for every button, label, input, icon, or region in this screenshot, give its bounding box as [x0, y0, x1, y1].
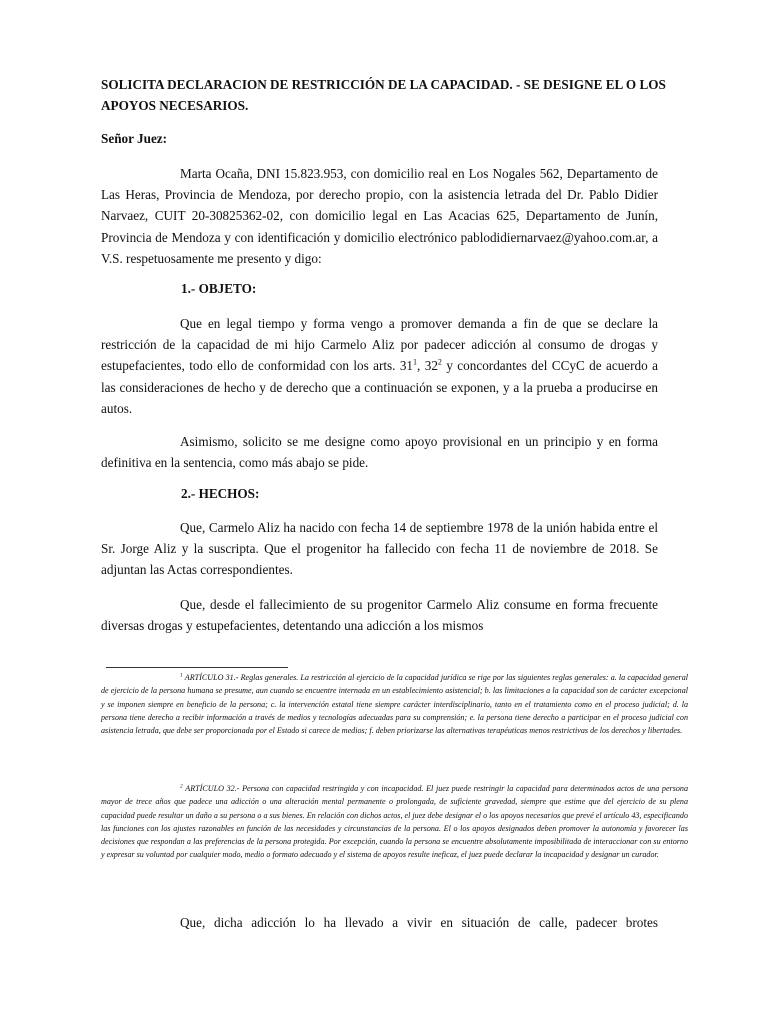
- footnote-1-marker: 1: [180, 672, 183, 679]
- footnote-ref-1[interactable]: 1: [413, 358, 418, 368]
- footnote-2: [101, 782, 688, 862]
- footnote-1-text: ARTÍCULO 31.- Reglas generales. La restricción al ejercicio de la capacidad jurídica se rige por las siguientes reglas generales: a. la capacidad general de ejercicio de la persona humana se presume, aun cuando se encuentre internada en un establecimiento asistencial; b. las limitaciones a la capacidad son de carácter excepcional y se imponen siempre en beneficio de la persona; c. la intervención estatal tiene siempre carácter interdisciplinario, tanto en el tratamiento como en el proceso judicial; d. la persona tiene derecho a recibir información a través de medios y tecnologías adecuadas para su comprensión; e. la persona tiene derecho a participar en el proceso judicial con asistencia letrada, que debe ser proporcionada por el Estado si carece de medios; f. deben priorizarse las alternativas terapéuticas menos restrictivas de los derechos y libertades.: [101, 673, 688, 736]
- footnote-2-text: ARTÍCULO 32.- Persona con capacidad restringida y con incapacidad. El juez puede restringir la capacidad para determinados actos de una persona mayor de trece años que padece una adicción o una alteración mental permanente o prolongada, de suficiente gravedad, siempre que estime que del ejercicio de su plena capacidad puede resultar un daño a su persona o a sus bienes. En relación con dichos actos, el juez debe designar el o los apoyos necesarios que prevé el artículo 43, especificando las funciones con los ajustes razonables en función de las necesidades y circunstancias de la persona. El o los apoyos designados deben promover la autonomía y favorecer las decisiones que respondan a las preferencias de la persona protegida. Por excepción, cuando la persona se encuentre absolutamente imposibilitada de interaccionar con su entorno y expresar su voluntad por cualquier modo, medio o formato adecuado y el sistema de apoyos resulte ineficaz, el juez puede declarar la incapacidad y designar un curador.: [101, 784, 688, 860]
- section-heading-hechos: 2.- HECHOS:: [181, 486, 260, 501]
- hechos-paragraph-3: Que, dicha adicción lo ha llevado a vivir en situación de calle, padecer brotes: [180, 915, 658, 930]
- footnote-2-marker: 2: [180, 783, 183, 790]
- hechos-paragraph-2: Que, desde el fallecimiento de su progenitor Carmelo Aliz consume en forma frecuente diversas drogas y estupefacientes, detentando una adicción a los mismos: [101, 597, 658, 634]
- intro-paragraph: Marta Ocaña, DNI 15.823.953, con domicilio real en Los Nogales 562, Departamento de Las Heras, Provincia de Mendoza, por derecho propio, con la asistencia letrada del Dr. Pablo Didier Narvaez, CUIT 20-30825362-02, con domicilio legal en Las Acacias 625, Departamento de Junín, Provincia de Mendoza y con identificación y domicilio electrónico pablodidiernarvaez@yahoo.com.ar, a V.S. respetuosamente me presento y digo:: [101, 166, 658, 266]
- section-heading-objeto: 1.- OBJETO:: [181, 281, 257, 296]
- objeto-paragraph-1: [101, 313, 658, 419]
- objeto-paragraph-2: Asimismo, solicito se me designe como apoyo provisional en un principio y en forma definitiva en la sentencia, como más abajo se pide.: [101, 434, 658, 471]
- footnote-ref-2[interactable]: 2: [437, 358, 442, 368]
- objeto-text-b: y concordantes del CCyC de acuerdo a las consideraciones de hecho y de derecho que a continuación se exponen, y a la prueba a producirse en autos.: [101, 358, 658, 416]
- hechos-paragraph-1: Que, Carmelo Aliz ha nacido con fecha 14 de septiembre 1978 de la unión habida entre el Sr. Jorge Aliz y la suscripta. Que el progenitor ha fallecido con fecha 11 de noviembre de 2018. Se adjuntan las Actas correspondientes.: [101, 520, 658, 578]
- footnote-1: [101, 671, 688, 737]
- objeto-text-a: Que en legal tiempo y forma vengo a promover demanda a fin de que se declare la restricción de la capacidad de mi hijo Carmelo Aliz por padecer adicción al consumo de drogas y estupefacientes, todo ello de conformidad con los arts. 31: [101, 316, 658, 374]
- objeto-text-mid: , 32: [417, 358, 438, 374]
- salutation: Señor Juez:: [101, 131, 168, 146]
- footnote-separator: [106, 667, 288, 668]
- document-title: SOLICITA DECLARACION DE RESTRICCIÓN DE LA CAPACIDAD. - SE DESIGNE EL O LOS APOYOS NECESARIOS.: [101, 77, 666, 113]
